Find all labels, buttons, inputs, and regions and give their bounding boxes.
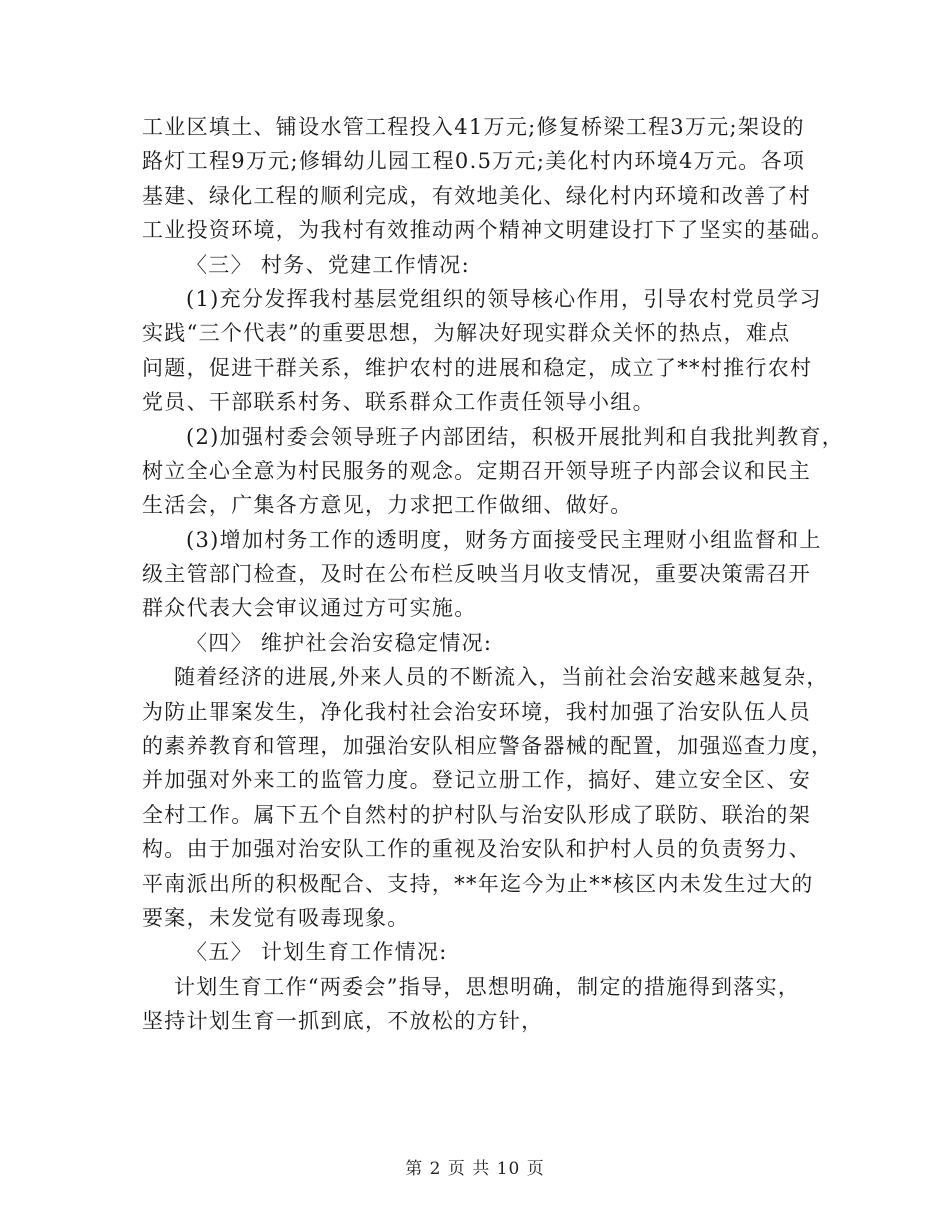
text-line: 党员、干部联系村务、联系群众工作责任领导小组。 bbox=[142, 390, 655, 415]
text-line: 基建、绿化工程的顺利完成，有效地美化、绿化村内环境和改善了村 bbox=[142, 183, 811, 208]
text-line: 坚持计划生育一抓到底，不放松的方针， bbox=[142, 1009, 544, 1034]
section-heading-3: 〈三〉 村务、党建工作情况: bbox=[186, 252, 470, 277]
text-line: 的素养教育和管理，加强治安队相应警备器械的配置，加强巡查力度， bbox=[142, 734, 834, 759]
text-line: 要案，未发觉有吸毒现象。 bbox=[142, 905, 410, 930]
text-line: 工业区填土、铺设水管工程投入41万元;修复桥梁工程3万元;架设的 bbox=[142, 115, 805, 139]
list-item-1-start: (1)充分发挥我村基层党组织的领导核心作用，引导农村党员学习 bbox=[186, 286, 822, 311]
text-line: 生活会，广集各方意见，力求把工作做细、做好。 bbox=[142, 493, 633, 518]
list-item-2-start: (2)加强村委会领导班子内部团结，积极开展批判和自我批判教育， bbox=[186, 424, 845, 449]
text-line: 问题，促进干群关系，维护农村的进展和稳定，成立了**村推行农村 bbox=[142, 355, 813, 380]
text-line: 级主管部门检查，及时在公布栏反映当月收支情况，重要决策需召开 bbox=[142, 562, 811, 587]
text-line: 实践“三个代表”的重要思想，为解决好现实群众关怀的热点，难点 bbox=[142, 321, 791, 346]
text-line: 构。由于加强对治安队工作的重视及治安队和护村人员的负责努力、 bbox=[142, 837, 811, 862]
page-number-footer: 第 2 页 共 10 页 bbox=[405, 1159, 545, 1179]
document-body bbox=[142, 110, 845, 1039]
list-item-3-start: (3)增加村务工作的透明度，财务方面接受民主理财小组监督和上 bbox=[186, 527, 822, 552]
text-line: 群众代表大会审议通过方可实施。 bbox=[142, 596, 477, 621]
text-line: 全村工作。属下五个自然村的护村队与治安队形成了联防、联治的架 bbox=[142, 802, 811, 827]
text-line: 并加强对外来工的监管力度。登记立册工作，搞好、建立安全区、安 bbox=[142, 768, 811, 793]
text-line: 为防止罪案发生，净化我村社会治安环境，我村加强了治安队伍人员 bbox=[142, 699, 811, 724]
section-heading-4: 〈四〉 维护社会治安稳定情况: bbox=[186, 630, 493, 655]
text-line: 工业投资环境，为我村有效推动两个精神文明建设打下了坚实的基础。 bbox=[142, 218, 834, 243]
text-line: 树立全心全意为村民服务的观念。定期召开领导班子内部会议和民主 bbox=[142, 458, 811, 483]
section-heading-5: 〈五〉 计划生育工作情况: bbox=[186, 940, 448, 965]
paragraph-start: 随着经济的进展,外来人员的不断流入，当前社会治安越来越复杂， bbox=[174, 665, 829, 690]
text-line: 路灯工程9万元;修辑幼儿园工程0.5万元;美化村内环境4万元。各项 bbox=[142, 149, 806, 174]
text-line: 平南派出所的积极配合、支持，**年迄今为止**核区内未发生过大的 bbox=[142, 871, 814, 896]
paragraph-start: 计划生育工作“两委会”指导，思想明确，制定的措施得到落实， bbox=[174, 974, 801, 999]
